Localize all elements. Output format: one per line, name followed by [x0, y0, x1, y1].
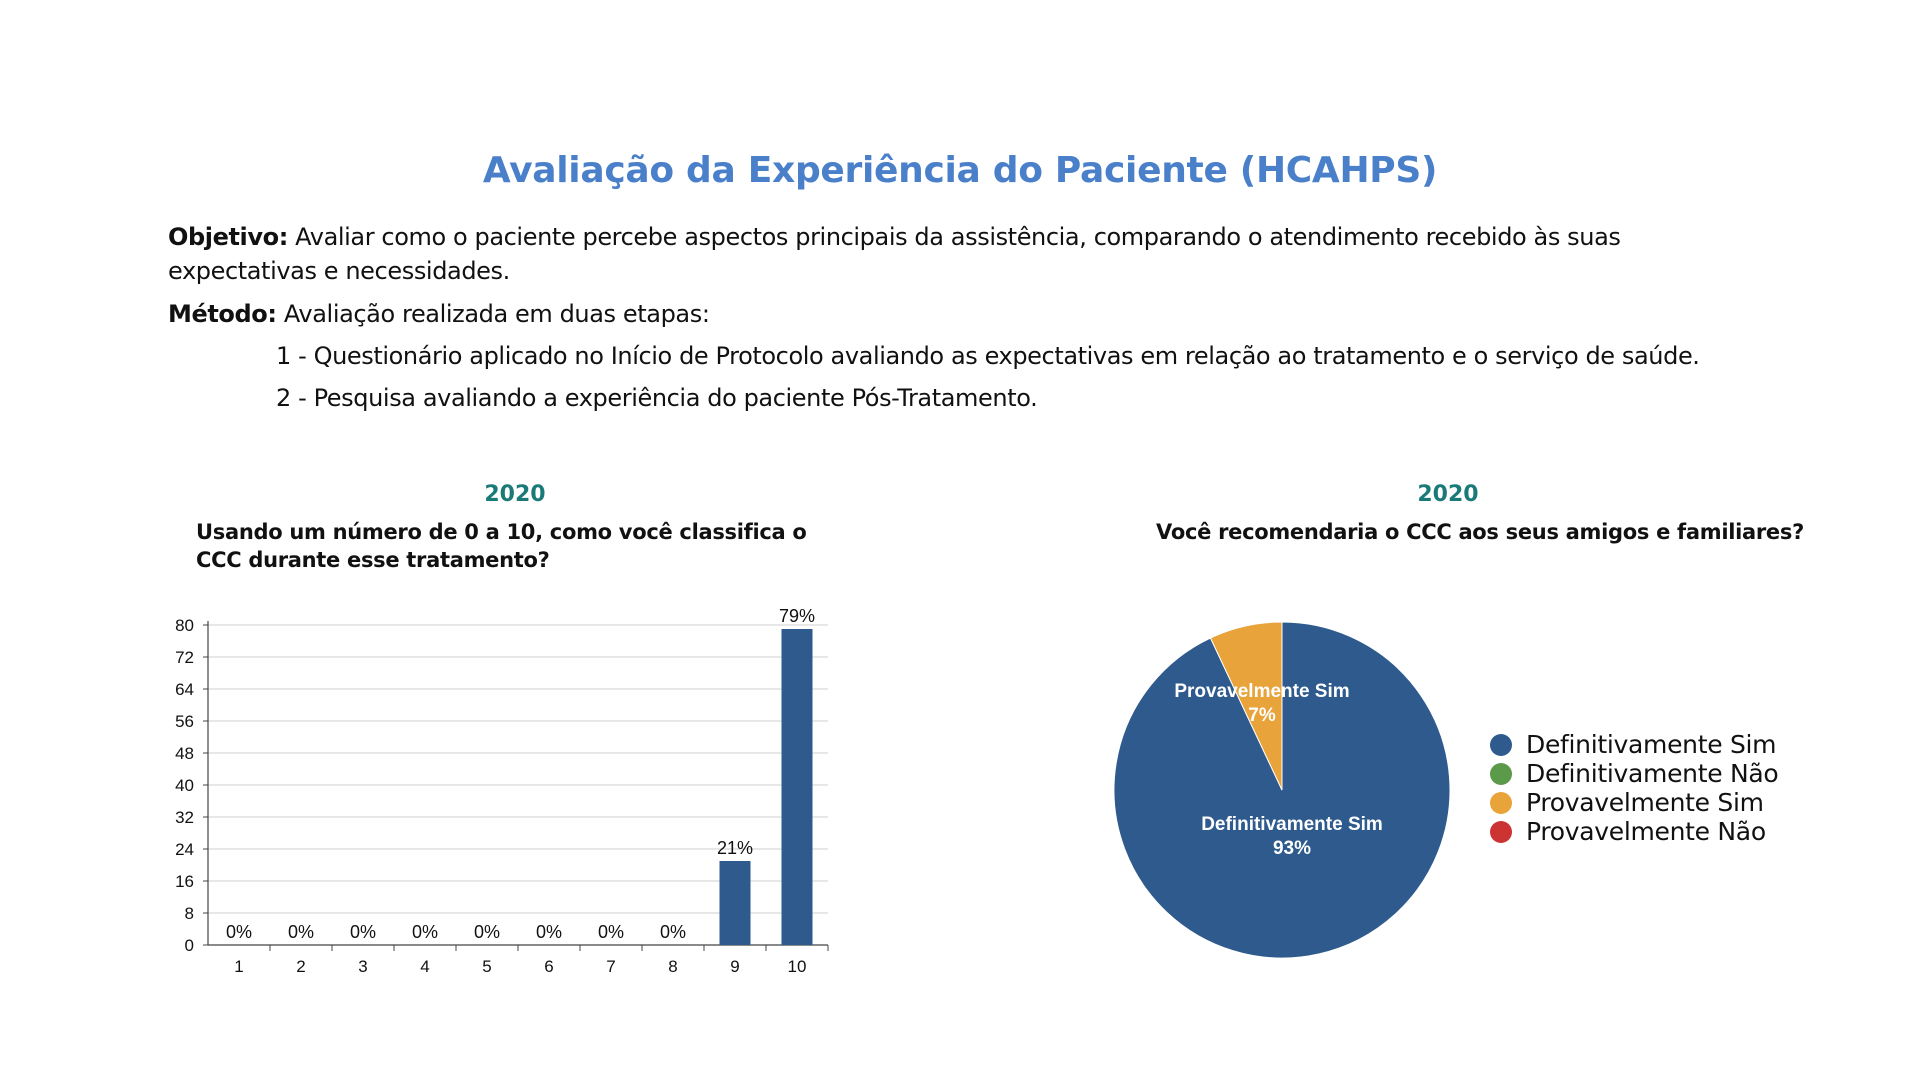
pie-chart — [1100, 600, 1480, 1000]
objetivo-label: Objetivo: — [168, 223, 288, 251]
y-tick-label: 24 — [175, 840, 194, 859]
bar — [782, 629, 813, 945]
bar-data-label: 0% — [349, 922, 377, 942]
bar-data-label: 0% — [597, 922, 625, 942]
legend-item — [1490, 730, 1778, 759]
x-tick-label: 7 — [606, 957, 616, 976]
bar-data-label: 0% — [535, 922, 563, 942]
y-tick-label: 64 — [175, 680, 194, 699]
metodo-label: Método: — [168, 300, 277, 328]
y-tick-label: 56 — [175, 712, 194, 731]
y-tick-label: 80 — [175, 616, 194, 635]
x-tick-label: 9 — [730, 957, 740, 976]
y-tick-label: 16 — [175, 872, 194, 891]
x-tick-label: 6 — [544, 957, 554, 976]
legend-swatch — [1490, 763, 1512, 785]
x-tick-label: 2 — [296, 957, 306, 976]
bar-data-label: 21% — [716, 838, 754, 858]
bar — [720, 861, 751, 945]
metodo-text: Avaliação realizada em duas etapas: — [276, 300, 710, 328]
legend-swatch — [1490, 734, 1512, 756]
legend-label: Definitivamente Não — [1526, 759, 1779, 788]
bar-chart — [150, 600, 850, 1000]
bar-data-label: 0% — [659, 922, 687, 942]
pie-slice-value: 7% — [1248, 705, 1276, 726]
pie-chart-year: 2020 — [1417, 482, 1479, 507]
legend-swatch — [1490, 792, 1512, 814]
y-tick-label: 0 — [184, 936, 194, 955]
y-tick-label: 48 — [175, 744, 194, 763]
legend-item — [1490, 788, 1778, 817]
bar-data-label: 0% — [473, 922, 501, 942]
pie-slice-label: Provavelmente Sim — [1174, 681, 1350, 702]
x-tick-label: 5 — [482, 957, 492, 976]
x-tick-label: 3 — [358, 957, 368, 976]
y-tick-label: 8 — [184, 904, 194, 923]
objetivo-paragraph — [168, 220, 1768, 288]
bar-data-label: 0% — [287, 922, 315, 942]
y-tick-label: 40 — [175, 776, 194, 795]
legend-label: Provavelmente Não — [1526, 817, 1766, 846]
x-tick-label: 10 — [787, 957, 807, 976]
legend-label: Provavelmente Sim — [1526, 788, 1764, 817]
pie-slice-value: 93% — [1272, 838, 1312, 859]
x-tick-label: 4 — [420, 957, 430, 976]
x-tick-label: 1 — [234, 957, 244, 976]
bar-chart-question: Usando um número de 0 a 10, como você classifica o CCC durante esse tratamento? — [196, 520, 807, 572]
bar-data-label: 0% — [411, 922, 439, 942]
bar-data-label: 79% — [778, 606, 816, 626]
legend-item — [1490, 817, 1778, 846]
legend-swatch — [1490, 821, 1512, 843]
y-tick-label: 72 — [175, 648, 194, 667]
legend-label: Definitivamente Sim — [1526, 730, 1777, 759]
metodo-paragraph — [168, 297, 1768, 331]
objetivo-text: Avaliar como o paciente percebe aspectos principais da assistência, comparando o atendimento recebido às suas expectativas e necessidades. — [168, 223, 1621, 285]
bar-data-label: 0% — [225, 922, 253, 942]
method-step-1: 1 - Questionário aplicado no Início de Protocolo avaliando as expectativas em relação ao tratamento e o serviço de saúde. — [276, 342, 1700, 370]
y-tick-label: 32 — [175, 808, 194, 827]
bar-chart-year: 2020 — [484, 482, 546, 507]
pie-chart-question: Você recomendaria o CCC aos seus amigos e familiares? — [1156, 520, 1804, 544]
page-title: Avaliação da Experiência do Paciente (HCAHPS) — [482, 150, 1438, 191]
method-step-2: 2 - Pesquisa avaliando a experiência do paciente Pós-Tratamento. — [276, 384, 1038, 412]
x-tick-label: 8 — [668, 957, 678, 976]
pie-slice-label: Definitivamente Sim — [1201, 814, 1383, 835]
pie-legend — [1490, 730, 1778, 846]
legend-item — [1490, 759, 1778, 788]
